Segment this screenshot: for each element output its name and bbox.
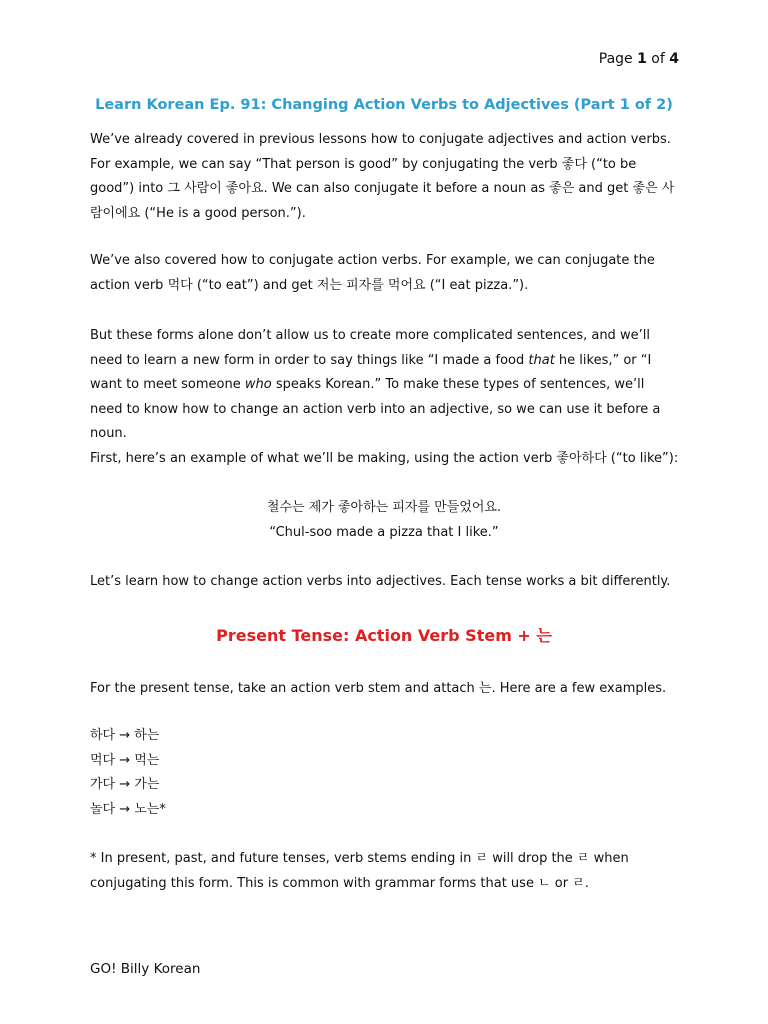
conjugation-examples [90,724,166,822]
paragraph-present-tense: For the present tense, take an action verb stem and attach 는. Here are a few examples. [90,681,667,696]
page-label: Page [598,51,638,67]
page-number [599,51,679,67]
p3-text-b: he likes,” or “I want to meet someone [90,352,652,393]
paragraph-tenses: Let’s learn how to change action verbs into adjectives. Each tense works a bit differently. [90,574,671,589]
page-separator: of [646,51,670,67]
total-pages: 4 [669,51,679,67]
list-item: 가다 → 가는 [90,777,160,793]
document-title: Learn Korean Ep. 91: Changing Action Verbs to Adjectives (Part 1 of 2) [95,97,673,113]
list-item: 하다 → 하는 [90,728,160,743]
example-sentence-korean: 철수는 제가 좋아하는 피자를 만들었어요. [266,500,502,515]
paragraph-complex-sentences [90,324,680,447]
p3-text-c: speaks Korean.” To make these types of sentences, we’ll need to know how to change an action verb into an adjective, so we can use it before a noun. [90,377,661,442]
footnote: * In present, past, and future tenses, verb stems ending in ㄹ will drop the ㄹ when conjugating this form. This is common with grammar forms that use ㄴ or ㄹ. [90,851,629,891]
paragraph-action-verbs: We’ve also covered how to conjugate action verbs. For example, we can conjugate the action verb 먹다 (“to eat”) and get 저는 피자를 먹어요 (“I eat pizza.”). [90,253,655,293]
example-sentence-english: “Chul-soo made a pizza that I like.” [269,525,499,540]
footer-brand: GO! Billy Korean [90,961,201,977]
list-item: 먹다 → 먹는 [90,752,160,768]
emphasis-that: that [528,352,555,368]
paragraph-intro: We’ve already covered in previous lessons how to conjugate adjectives and action verbs. For example, we can say “That person is good” by conjugating the verb 좋다 (“to be good”) into 그 사람이 좋아요. We can also conjugate it before a noun as 좋은 and get 좋은 사람이에요 (“He is a good person.”). [90,132,675,221]
paragraph-first-example: First, here’s an example of what we’ll be making, using the action verb 좋아하다 (“to like”): [90,451,679,466]
list-item: 놀다 → 노는* [90,801,166,817]
section-heading-present-tense: Present Tense: Action Verb Stem + 는 [216,626,552,645]
p3-text-a: But these forms alone don’t allow us to create more complicated sentences, and we’ll need to learn a new form in order to say things like “I made a food [90,328,650,368]
current-page: 1 [637,51,647,67]
emphasis-who: who [244,377,272,393]
